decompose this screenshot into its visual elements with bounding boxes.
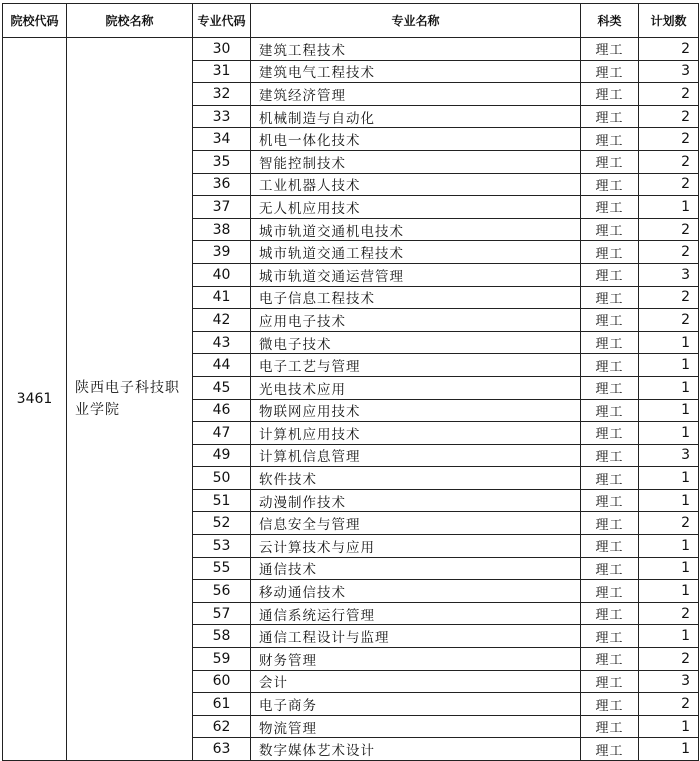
major-name-cell: 微电子技术 — [251, 331, 581, 354]
major-code-cell: 50 — [193, 467, 251, 490]
plan-count-cell: 1 — [639, 489, 699, 512]
header-major-name: 专业名称 — [251, 4, 581, 38]
major-code-cell: 41 — [193, 286, 251, 309]
major-name-cell: 云计算技术与应用 — [251, 535, 581, 558]
major-code-cell: 53 — [193, 535, 251, 558]
category-cell: 理工 — [581, 580, 639, 603]
category-cell: 理工 — [581, 196, 639, 219]
plan-count-cell: 2 — [639, 128, 699, 151]
plan-count-cell: 3 — [639, 60, 699, 83]
plan-count-cell: 1 — [639, 196, 699, 219]
category-cell: 理工 — [581, 83, 639, 106]
category-cell: 理工 — [581, 625, 639, 648]
header-category: 科类 — [581, 4, 639, 38]
plan-count-cell: 1 — [639, 715, 699, 738]
plan-count-cell: 3 — [639, 670, 699, 693]
major-name-cell: 数字媒体艺术设计 — [251, 738, 581, 761]
major-name-cell: 无人机应用技术 — [251, 196, 581, 219]
major-code-cell: 60 — [193, 670, 251, 693]
major-name-cell: 建筑经济管理 — [251, 83, 581, 106]
plan-count-cell: 2 — [639, 648, 699, 671]
category-cell: 理工 — [581, 693, 639, 716]
major-code-cell: 63 — [193, 738, 251, 761]
category-cell: 理工 — [581, 376, 639, 399]
major-name-cell: 电子信息工程技术 — [251, 286, 581, 309]
major-name-cell: 机械制造与自动化 — [251, 105, 581, 128]
major-name-cell: 建筑电气工程技术 — [251, 60, 581, 83]
major-name-cell: 工业机器人技术 — [251, 173, 581, 196]
category-cell: 理工 — [581, 535, 639, 558]
category-cell: 理工 — [581, 309, 639, 332]
plan-count-cell: 2 — [639, 218, 699, 241]
plan-count-cell: 1 — [639, 399, 699, 422]
major-code-cell: 31 — [193, 60, 251, 83]
category-cell: 理工 — [581, 38, 639, 61]
plan-count-cell: 2 — [639, 693, 699, 716]
plan-count-cell: 2 — [639, 83, 699, 106]
major-name-cell: 计算机信息管理 — [251, 444, 581, 467]
plan-count-cell: 1 — [639, 738, 699, 761]
school-name-cell: 陕西电子科技职业学院 — [67, 38, 193, 761]
major-name-cell: 信息安全与管理 — [251, 512, 581, 535]
major-name-cell: 动漫制作技术 — [251, 489, 581, 512]
major-name-cell: 会计 — [251, 670, 581, 693]
major-code-cell: 57 — [193, 602, 251, 625]
category-cell: 理工 — [581, 241, 639, 264]
plan-count-cell: 1 — [639, 580, 699, 603]
table-body — [3, 38, 699, 761]
header-major-code: 专业代码 — [193, 4, 251, 38]
major-name-cell: 机电一体化技术 — [251, 128, 581, 151]
plan-count-cell: 2 — [639, 512, 699, 535]
category-cell: 理工 — [581, 331, 639, 354]
plan-count-cell: 2 — [639, 286, 699, 309]
major-name-cell: 计算机应用技术 — [251, 422, 581, 445]
major-name-cell: 城市轨道交通工程技术 — [251, 241, 581, 264]
major-code-cell: 49 — [193, 444, 251, 467]
major-name-cell: 物联网应用技术 — [251, 399, 581, 422]
plan-count-cell: 1 — [639, 331, 699, 354]
category-cell: 理工 — [581, 489, 639, 512]
major-name-cell: 物流管理 — [251, 715, 581, 738]
plan-count-cell: 3 — [639, 263, 699, 286]
major-name-cell: 建筑工程技术 — [251, 38, 581, 61]
category-cell: 理工 — [581, 512, 639, 535]
enrollment-plan-table — [2, 3, 699, 761]
major-code-cell: 59 — [193, 648, 251, 671]
major-code-cell: 33 — [193, 105, 251, 128]
category-cell: 理工 — [581, 105, 639, 128]
plan-count-cell: 1 — [639, 535, 699, 558]
plan-count-cell: 1 — [639, 376, 699, 399]
plan-count-cell: 1 — [639, 557, 699, 580]
major-code-cell: 43 — [193, 331, 251, 354]
category-cell: 理工 — [581, 263, 639, 286]
major-code-cell: 39 — [193, 241, 251, 264]
plan-count-cell: 1 — [639, 422, 699, 445]
major-code-cell: 35 — [193, 150, 251, 173]
category-cell: 理工 — [581, 648, 639, 671]
major-code-cell: 40 — [193, 263, 251, 286]
category-cell: 理工 — [581, 467, 639, 490]
category-cell: 理工 — [581, 173, 639, 196]
major-name-cell: 移动通信技术 — [251, 580, 581, 603]
category-cell: 理工 — [581, 286, 639, 309]
category-cell: 理工 — [581, 670, 639, 693]
category-cell: 理工 — [581, 715, 639, 738]
plan-count-cell: 2 — [639, 150, 699, 173]
category-cell: 理工 — [581, 422, 639, 445]
category-cell: 理工 — [581, 602, 639, 625]
major-code-cell: 37 — [193, 196, 251, 219]
major-code-cell: 61 — [193, 693, 251, 716]
major-name-cell: 应用电子技术 — [251, 309, 581, 332]
plan-count-cell: 1 — [639, 625, 699, 648]
major-name-cell: 电子工艺与管理 — [251, 354, 581, 377]
major-code-cell: 32 — [193, 83, 251, 106]
major-name-cell: 通信工程设计与监理 — [251, 625, 581, 648]
header-school-code: 院校代码 — [3, 4, 67, 38]
category-cell: 理工 — [581, 218, 639, 241]
table-row — [3, 38, 699, 61]
major-code-cell: 51 — [193, 489, 251, 512]
major-code-cell: 45 — [193, 376, 251, 399]
major-name-cell: 电子商务 — [251, 693, 581, 716]
plan-count-cell: 1 — [639, 467, 699, 490]
major-name-cell: 光电技术应用 — [251, 376, 581, 399]
major-code-cell: 46 — [193, 399, 251, 422]
major-code-cell: 44 — [193, 354, 251, 377]
header-plan: 计划数 — [639, 4, 699, 38]
plan-count-cell: 2 — [639, 105, 699, 128]
plan-count-cell: 2 — [639, 173, 699, 196]
major-name-cell: 城市轨道交通运营管理 — [251, 263, 581, 286]
major-code-cell: 47 — [193, 422, 251, 445]
major-code-cell: 30 — [193, 38, 251, 61]
plan-count-cell: 3 — [639, 444, 699, 467]
major-name-cell: 财务管理 — [251, 648, 581, 671]
major-name-cell: 软件技术 — [251, 467, 581, 490]
category-cell: 理工 — [581, 354, 639, 377]
major-name-cell: 通信系统运行管理 — [251, 602, 581, 625]
plan-count-cell: 2 — [639, 309, 699, 332]
category-cell: 理工 — [581, 444, 639, 467]
category-cell: 理工 — [581, 738, 639, 761]
school-code-cell: 3461 — [3, 38, 67, 761]
category-cell: 理工 — [581, 60, 639, 83]
plan-count-cell: 2 — [639, 241, 699, 264]
plan-count-cell: 2 — [639, 38, 699, 61]
major-code-cell: 52 — [193, 512, 251, 535]
major-code-cell: 38 — [193, 218, 251, 241]
major-name-cell: 城市轨道交通机电技术 — [251, 218, 581, 241]
header-row — [3, 4, 699, 38]
plan-count-cell: 1 — [639, 354, 699, 377]
major-code-cell: 56 — [193, 580, 251, 603]
category-cell: 理工 — [581, 128, 639, 151]
major-name-cell: 通信技术 — [251, 557, 581, 580]
category-cell: 理工 — [581, 150, 639, 173]
major-name-cell: 智能控制技术 — [251, 150, 581, 173]
header-school-name: 院校名称 — [67, 4, 193, 38]
category-cell: 理工 — [581, 557, 639, 580]
category-cell: 理工 — [581, 399, 639, 422]
major-code-cell: 42 — [193, 309, 251, 332]
major-code-cell: 58 — [193, 625, 251, 648]
major-code-cell: 55 — [193, 557, 251, 580]
major-code-cell: 62 — [193, 715, 251, 738]
major-code-cell: 34 — [193, 128, 251, 151]
major-code-cell: 36 — [193, 173, 251, 196]
plan-count-cell: 2 — [639, 602, 699, 625]
